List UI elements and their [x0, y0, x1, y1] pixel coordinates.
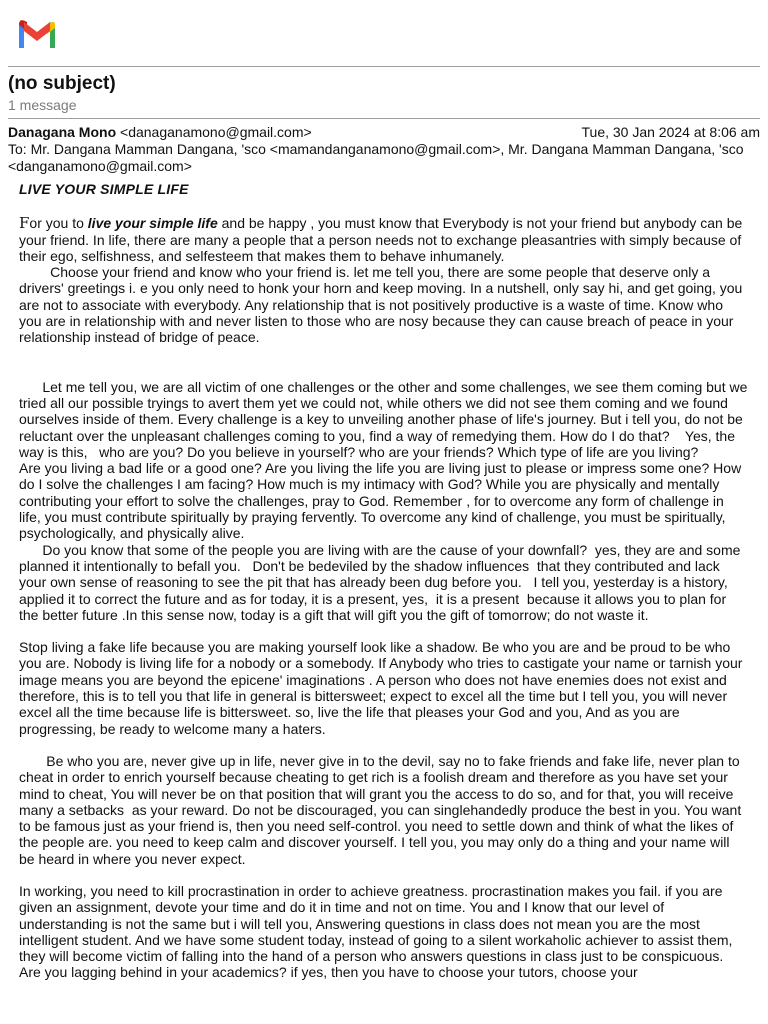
email-date: Tue, 30 Jan 2024 at 8:06 am — [581, 124, 760, 140]
paragraph-8: In working, you need to kill procrastination in order to achieve greatness. procrastination makes you fail. if you are given an assignment, devote your time and do it in time and not on time. You and I know that our level of understanding is not the same but i will tell you, Answering questions in class does not mean you are the most intelligent student. And we have some student today, instead of going to a silent workaholic achiever to assist them, they will become victim of falling into the hand of a person who answers questions in class just to be conspicuous. Are you lagging behind in your academics? if yes, then you have to choose your tutors, choose your — [19, 882, 733, 981]
paragraph-2: Choose your friend and know who your friend is. let me tell you, there are some people that deserve only a drivers' greetings i. e you only need to honk your horn and keep moving. In a nutshell, only say hi, and get going, you are not to associate with everybody. Any relationship that is not positively productive is a waste of time. Know who you are in relationship with and never listen to those who are nosy because they can cause breach of peace in your relationship instead of bridge of peace. — [19, 264, 747, 346]
email-subject: (no subject) — [8, 73, 116, 94]
sender — [8, 124, 312, 141]
sender-email: <danaganamono@gmail.com> — [120, 124, 312, 140]
paragraph-5: Do you know that some of the people you are living with are the cause of your downfall? yes, they are and some planned it intentionally to befall you. Don't be bedeviled by the shadow influences that they contributed and lack your own sense of reasoning to see the pit that has already been dug before you. I tell you, yesterday is a history, applied it to correct the future and as for today, it is a present, yes, it is a present because it allows you to plan for the better future .In this sense now, today is a gift that will gift you the gift of tomorrow; do not waste it. — [19, 541, 745, 623]
gmail-logo-icon — [16, 18, 58, 48]
email-header — [0, 119, 768, 175]
logo-bar — [0, 0, 768, 66]
paragraph-4: Are you living a bad life or a good one? Are you living the life you are living just to please or impress some one? How do I solve the challenges I am facing? How much is my intimacy with God? While you are physically and mentally contributing your effort to solve the challenges, pray to God. Remember , for to overcome any form of challenge in life, you must contribute spiritually by praying fervently. To overcome any kind of challenge, you must be spiritually, psychologically, and physically alive. — [19, 460, 742, 542]
body-heading: LIVE YOUR SIMPLE LIFE — [19, 181, 189, 197]
paragraph-6: Stop living a fake life because you are making yourself look like a shadow. Be who you are and be proud to be who you are. Nobody is living life for a nobody or a somebody. If Anybody who tries to castigate your name or tarnish your image means you are beyond the epicene' imaginations . A person who does not have enemies does not exist and therefore, this is to tell you that life in general is bittersweet; expect to excel all the time but I tell you, you will never excel all the time because life is bittersweet. so, live the life that pleases your God and you, And as you are progressing, be ready to welcome many a haters. — [19, 639, 743, 737]
paragraph-1 — [19, 215, 748, 264]
paragraph-1-text-a: or you to — [29, 215, 88, 232]
spacer — [19, 737, 748, 753]
paragraph-7: Be who you are, never give up in life, never give in to the devil, say no to fake friends and fake life, never plan to cheat in order to enrich yourself because cheating to get rich is a foolish dream and therefore as you have set your mind to cheat, You will never be on that position that will grant you the access to do so, and for that, you will receive many a setbacks as your reward. Do not be discouraged, you can singlehandedly produce the best in you. You want to be famous just as your friend is, then you need self-control. you need to settle down and think of what the likes of the people are. you need to keep calm and discover yourself. I tell you, you may only do a thing and your name will be heard in where you never expect. — [19, 752, 746, 867]
spacer — [19, 867, 748, 883]
emphasis-text: live your simple life — [87, 215, 218, 232]
sender-name: Danagana Mono — [8, 124, 117, 140]
recipients-line: To: Mr. Dangana Mamman Dangana, 'sco <mamandanganamono@gmail.com>, Mr. Dangana Mamman Dangana, 'sco <danganamono@gmail.com> — [8, 141, 744, 174]
spacer — [19, 623, 748, 639]
email-body — [0, 175, 768, 981]
message-count: 1 message — [8, 97, 77, 113]
subject-block — [0, 67, 768, 118]
from-line — [8, 124, 760, 141]
dropcap-letter: F — [19, 214, 30, 233]
spacer — [19, 346, 748, 379]
paragraph-3: Let me tell you, we are all victim of one challenges or the other and some challenges, we see them coming but we tried all our possible tryings to avert them yet we could not, while others we did not see them coming and we found ourselves inside of them. Every challenge is a key to unveiling another phase of life's journey. But i tell you, do not be reluctant over the unpleasant challenges coming to you, find a way of remedying them. How do I do that? Yes, the way is this, who are you? Do you believe in yourself? who are your friends? Which type of life are you living? — [19, 378, 752, 460]
paragraph-1-text-b: and be happy , you must know that Everybody is not your friend but anybody can be your friend. In life, there are many a people that a person needs not to exchange pleasantries with simply because of their ego, selfishness, and selfesteem that makes them to behave inhumanely. — [19, 215, 743, 264]
